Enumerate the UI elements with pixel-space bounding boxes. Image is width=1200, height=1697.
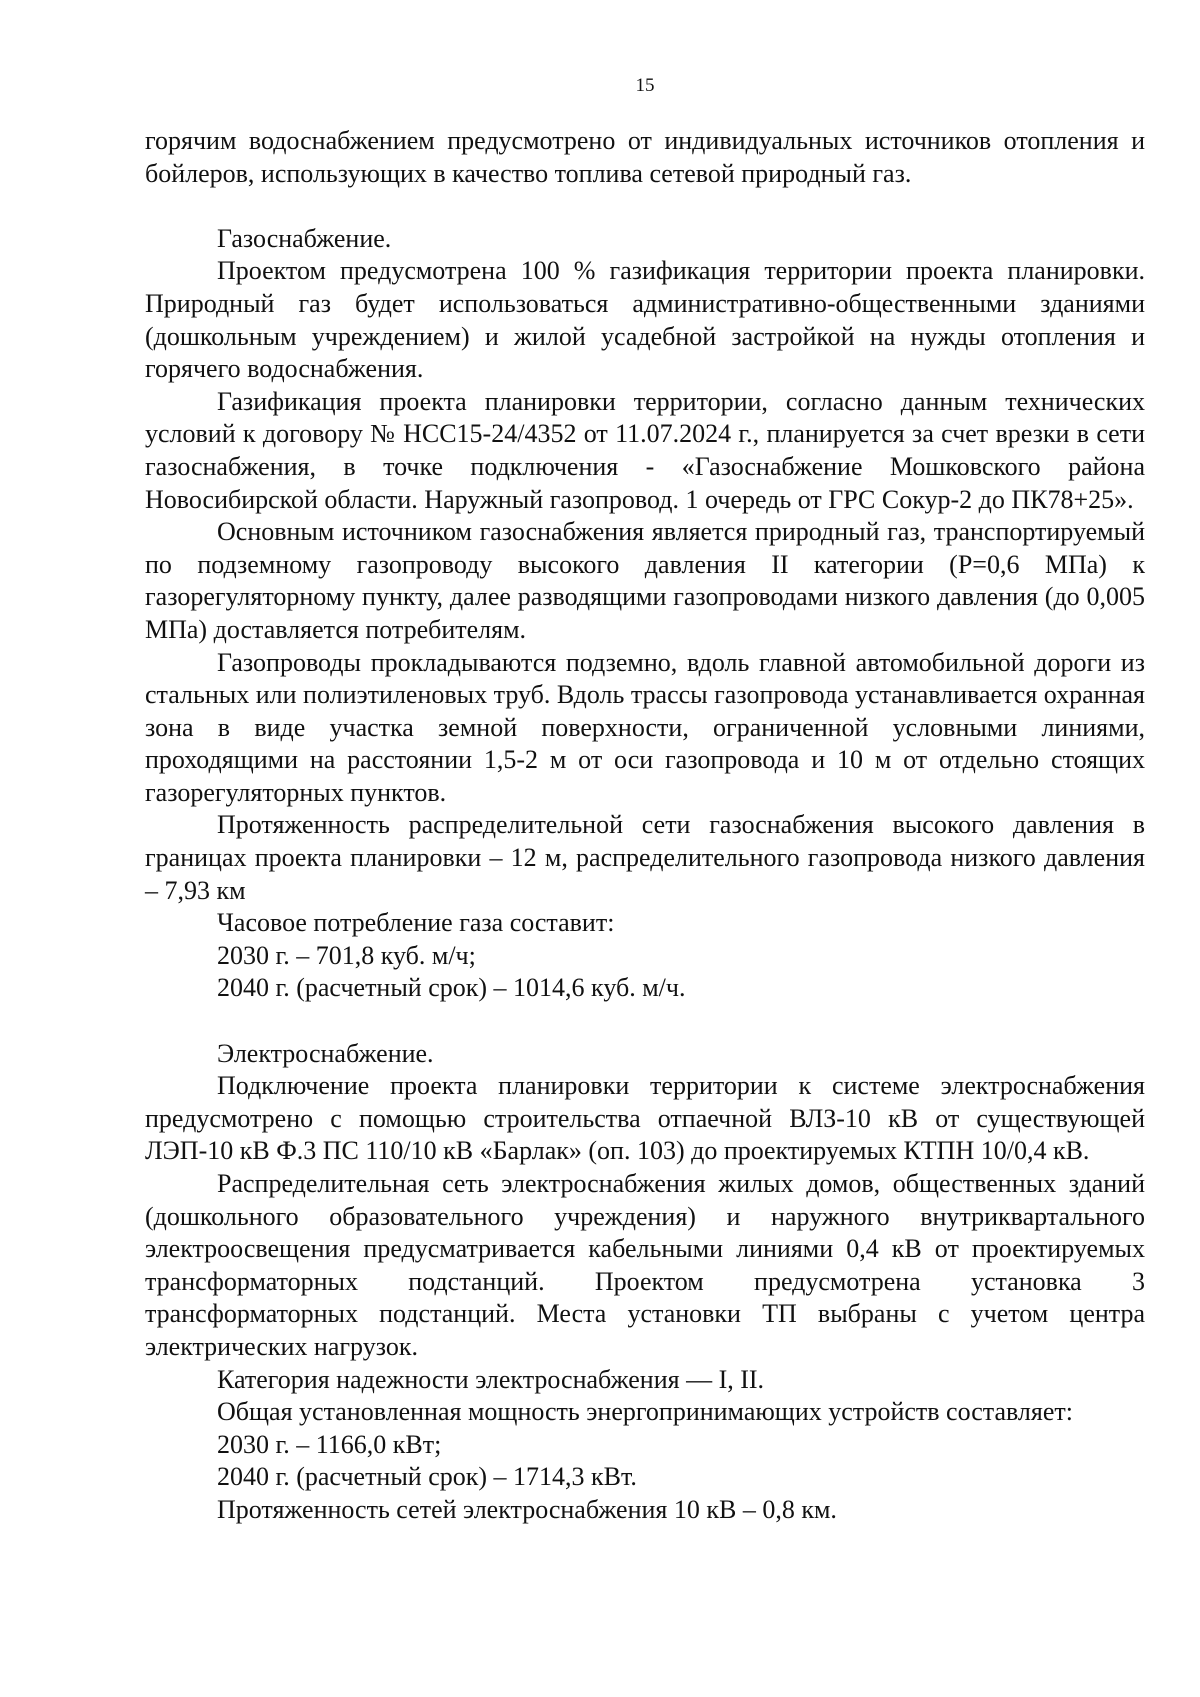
section-heading-gas-supply: Газоснабжение. (217, 223, 392, 253)
paragraph-reliability-category: Категория надежности электроснабжения — I, II. (217, 1364, 765, 1394)
capacity-2040: 2040 г. (расчетный срок) – 1714,3 кВт. (217, 1462, 637, 1492)
document-body (145, 125, 1145, 1527)
paragraph-power-network-length: Протяженность сетей электроснабжения 10 кВ – 0,8 км. (217, 1494, 837, 1524)
paragraph-gas-connection: Газификация проекта планировки территории, согласно данным технических условий к договору № НСС15-24/4352 от 11.07.2024 г., планируется за счет врезки в сети газоснабжения, в точке подключения - «Газоснабжение Мошковского района Новосибирской области. Наружный газопровод. 1 очередь от ГРС Сокур-2 до ПК78+25». (145, 386, 1145, 514)
paragraph-gas-pipelines: Газопроводы прокладываются подземно, вдоль главной автомобильной дороги из стальных или полиэтиленовых труб. Вдоль трассы газопровода устанавливается охранная зона в виде участка земной поверхности, ограниченной условными линиями, проходящими на расстоянии 1,5-2 м от оси газопровода и 10 м от отдельно стоящих газорегуляторных пунктов. (145, 647, 1145, 807)
blank-line (145, 1005, 1145, 1038)
blank-line (145, 190, 1145, 223)
paragraph-installed-capacity: Общая установленная мощность энергопринимающих устройств составляет: (217, 1397, 1073, 1427)
page-number: 15 (635, 75, 655, 96)
section-heading-power-supply: Электроснабжение. (217, 1038, 434, 1068)
paragraph-gas-consumption: Часовое потребление газа составит: (217, 908, 615, 938)
paragraph-gas-source: Основным источником газоснабжения является природный газ, транспортируемый по подземному газопроводу высокого давления II категории (Р=0,6 МПа) к газорегуляторному пункту, далее разводящими газопроводами низкого давления (до 0,005 МПа) доставляется потребителям. (145, 517, 1145, 644)
paragraph-gasification: Проектом предусмотрена 100 % газификация территории проекта планировки. Природный газ будет использоваться административно-общественными зданиями (дошкольным учреждением) и жилой усадебной застройкой на нужды отопления и горячего водоснабжения. (145, 256, 1145, 384)
paragraph-gas-network-length: Протяженность распределительной сети газоснабжения высокого давления в границах проекта планировки – 12 м, распределительного газопровода низкого давления – 7,93 км (145, 810, 1145, 905)
capacity-2030: 2030 г. – 1166,0 кВт; (217, 1429, 442, 1459)
paragraph-power-distribution: Распределительная сеть электроснабжения жилых домов, общественных зданий (дошкольного образовательного учреждения) и наружного внутриквартального электроосвещения предусматривается кабельными линиями 0,4 кВ от проектируемых трансформаторных подстанций. Проектом предусмотрена установка 3 трансформаторных подстанций. Места установки ТП выбраны с учетом центра электрических нагрузок. (145, 1169, 1145, 1361)
paragraph-power-connection: Подключение проекта планировки территории к системе электроснабжения предусмотрено с помощью строительства отпаечной ВЛЗ-10 кВ от существующей ЛЭП-10 кВ Ф.3 ПС 110/10 кВ «Барлак» (оп. 103) до проектируемых КТПН 10/0,4 кВ. (145, 1071, 1145, 1166)
gas-consumption-2030: 2030 г. – 701,8 куб. м/ч; (217, 940, 476, 970)
gas-consumption-2040: 2040 г. (расчетный срок) – 1014,6 куб. м/ч. (217, 973, 686, 1003)
paragraph-hot-water: горячим водоснабжением предусмотрено от индивидуальных источников отопления и бойлеров, использующих в качество топлива сетевой природный газ. (145, 126, 1145, 188)
